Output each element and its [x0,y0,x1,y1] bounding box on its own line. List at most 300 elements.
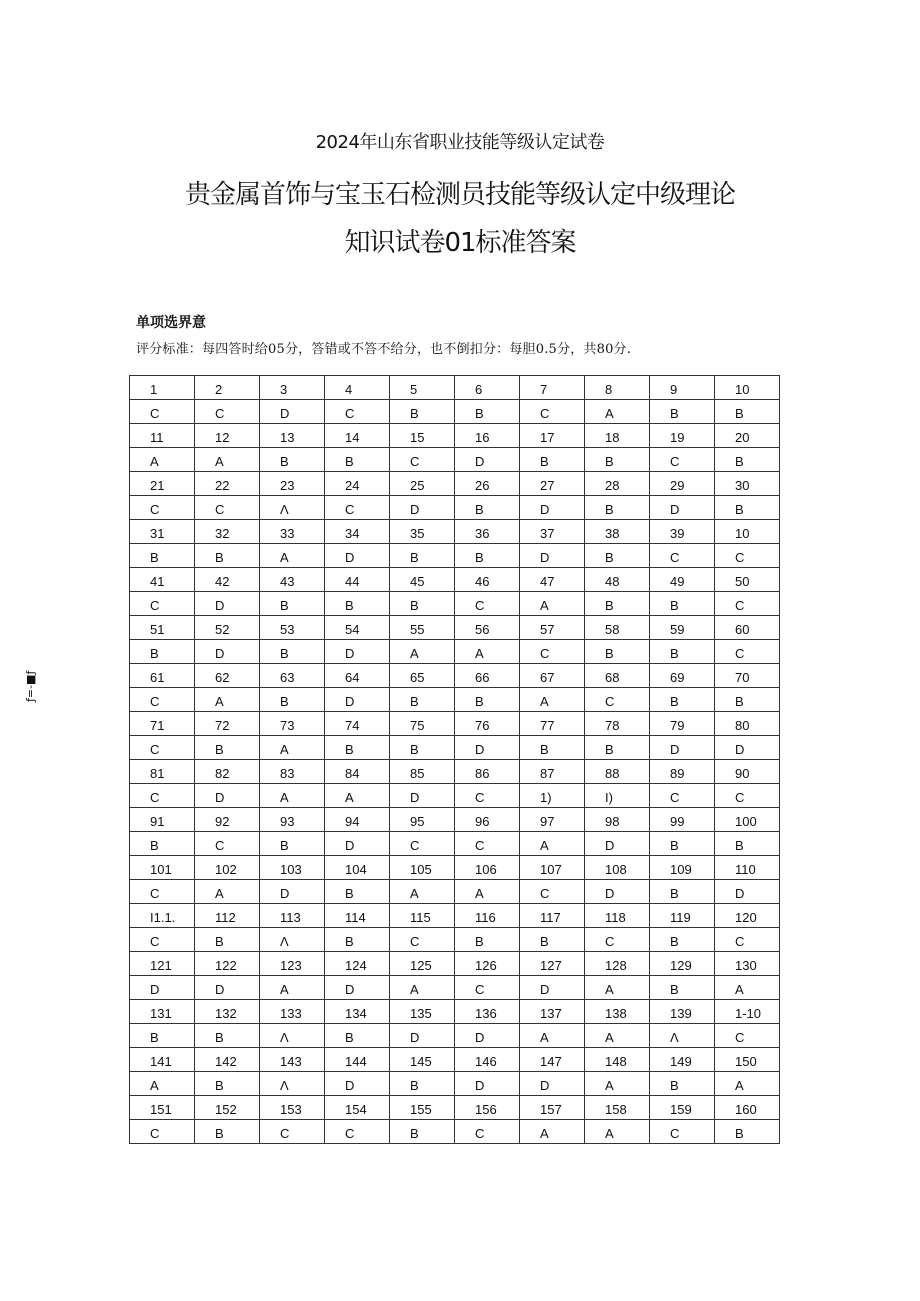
answer-cell: A [455,880,520,904]
answer-cell: A [130,448,195,472]
answer-cell: B [585,640,650,664]
answer-cell: B [260,592,325,616]
answer-cell: D [650,736,715,760]
answer-cell: A [585,1072,650,1096]
answer-cell: B [195,736,260,760]
answer-row [130,448,780,472]
answer-cell: B [715,688,780,712]
question-number-cell: 90 [715,760,780,784]
answer-cell: B [585,544,650,568]
question-number-cell: 1-10 [715,1000,780,1024]
answer-cell: A [585,976,650,1000]
answer-cell: B [650,928,715,952]
question-number-cell: 110 [715,856,780,880]
answer-row [130,1024,780,1048]
answer-cell: C [260,1120,325,1144]
answer-cell: D [455,1024,520,1048]
answer-cell: B [650,976,715,1000]
answer-cell: D [585,832,650,856]
question-number-cell: 63 [260,664,325,688]
answer-cell: D [325,688,390,712]
answer-cell: D [390,496,455,520]
answer-cell: B [390,1072,455,1096]
question-number-cell: 65 [390,664,455,688]
question-number-cell: 101 [130,856,195,880]
answer-cell: C [455,1120,520,1144]
answer-cell: C [130,880,195,904]
answer-row [130,1120,780,1144]
answer-row [130,592,780,616]
question-number-cell: 135 [390,1000,455,1024]
question-number-row [130,856,780,880]
question-number-row [130,904,780,928]
question-number-cell: 26 [455,472,520,496]
answer-cell: B [195,1120,260,1144]
answer-cell: D [390,784,455,808]
question-number-cell: 60 [715,616,780,640]
question-number-cell: 147 [520,1048,585,1072]
question-number-cell: 37 [520,520,585,544]
answer-cell: D [585,880,650,904]
question-number-cell: 106 [455,856,520,880]
question-number-cell: 46 [455,568,520,592]
question-number-cell: 120 [715,904,780,928]
margin-mark: ƒ=-■ƒ [24,670,37,702]
answer-cell: A [390,640,455,664]
answer-cell: A [585,1024,650,1048]
document-title-line1: 贵金属首饰与宝玉石检测员技能等级认定中级理论 [184,180,735,210]
question-number-cell: 10 [715,376,780,400]
answer-cell: B [195,544,260,568]
question-number-cell: 84 [325,760,390,784]
question-number-cell: 136 [455,1000,520,1024]
answer-cell: B [650,1072,715,1096]
question-number-cell: 144 [325,1048,390,1072]
question-number-cell: 55 [390,616,455,640]
answer-table [129,375,780,1144]
answer-cell: B [130,544,195,568]
question-number-row [130,808,780,832]
question-number-cell: 38 [585,520,650,544]
answer-row [130,976,780,1000]
answer-cell: B [715,1120,780,1144]
question-number-cell: 51 [130,616,195,640]
answer-cell: C [715,640,780,664]
question-number-cell: 27 [520,472,585,496]
answer-cell: D [520,976,585,1000]
answer-cell: B [260,832,325,856]
question-number-cell: 113 [260,904,325,928]
question-number-row [130,472,780,496]
answer-cell: A [260,544,325,568]
answer-cell: A [390,880,455,904]
question-number-cell: 76 [455,712,520,736]
question-number-cell: 151 [130,1096,195,1120]
question-number-cell: 157 [520,1096,585,1120]
answer-cell: B [585,496,650,520]
question-number-cell: 11 [130,424,195,448]
question-number-cell: 13 [260,424,325,448]
answer-cell: C [195,832,260,856]
question-number-cell: 64 [325,664,390,688]
answer-cell: B [195,1072,260,1096]
question-number-cell: 89 [650,760,715,784]
question-number-cell: 4 [325,376,390,400]
question-number-cell: 153 [260,1096,325,1120]
answer-cell: C [715,1024,780,1048]
question-number-cell: 149 [650,1048,715,1072]
question-number-cell: 126 [455,952,520,976]
question-number-cell: 141 [130,1048,195,1072]
answer-cell: B [260,640,325,664]
answer-cell: C [390,832,455,856]
question-number-cell: 116 [455,904,520,928]
question-number-cell: 78 [585,712,650,736]
question-number-cell: 2 [195,376,260,400]
question-number-cell: 146 [455,1048,520,1072]
answer-cell: B [325,448,390,472]
answer-cell: B [390,1120,455,1144]
question-number-cell: 15 [390,424,455,448]
question-number-cell: 154 [325,1096,390,1120]
answer-cell: Λ [260,1072,325,1096]
question-number-cell: 133 [260,1000,325,1024]
question-number-cell: 100 [715,808,780,832]
answer-row [130,1072,780,1096]
answer-row [130,400,780,424]
answer-cell: B [650,832,715,856]
answer-cell: B [325,880,390,904]
answer-cell: B [130,832,195,856]
answer-cell: A [455,640,520,664]
question-number-cell: 93 [260,808,325,832]
question-number-cell: 39 [650,520,715,544]
answer-row [130,832,780,856]
answer-row [130,784,780,808]
question-number-cell: 156 [455,1096,520,1120]
question-number-cell: 72 [195,712,260,736]
answer-cell: Λ [650,1024,715,1048]
answer-cell: A [130,1072,195,1096]
answer-cell: A [520,832,585,856]
question-number-cell: 158 [585,1096,650,1120]
answer-cell: Λ [260,928,325,952]
answer-cell: C [195,400,260,424]
answer-cell: C [715,544,780,568]
question-number-cell: 71 [130,712,195,736]
answer-cell: B [520,448,585,472]
question-number-row [130,760,780,784]
question-number-cell: 5 [390,376,455,400]
question-number-cell: 150 [715,1048,780,1072]
answer-cell: B [650,640,715,664]
answer-cell: C [715,784,780,808]
answer-cell: B [455,400,520,424]
question-number-cell: 53 [260,616,325,640]
answer-cell: C [390,448,455,472]
question-number-row [130,376,780,400]
question-number-cell: 21 [130,472,195,496]
answer-cell: C [585,928,650,952]
question-number-cell: 134 [325,1000,390,1024]
answer-cell: D [195,592,260,616]
answer-cell: D [325,976,390,1000]
answer-cell: C [325,1120,390,1144]
question-number-cell: 57 [520,616,585,640]
answer-cell: B [650,880,715,904]
question-number-cell: 102 [195,856,260,880]
question-number-cell: 70 [715,664,780,688]
question-number-cell: 82 [195,760,260,784]
question-number-cell: 117 [520,904,585,928]
question-number-row [130,424,780,448]
answer-cell: B [390,592,455,616]
question-number-row [130,616,780,640]
question-number-cell: 108 [585,856,650,880]
answer-cell: I) [585,784,650,808]
answer-cell: D [520,544,585,568]
answer-cell: D [455,448,520,472]
answer-cell: D [455,1072,520,1096]
answer-cell: B [325,1024,390,1048]
question-number-cell: 56 [455,616,520,640]
answer-cell: B [650,688,715,712]
answer-cell: D [715,736,780,760]
answer-cell: 1) [520,784,585,808]
answer-cell: D [715,880,780,904]
answer-cell: D [195,976,260,1000]
question-number-cell: 33 [260,520,325,544]
answer-row [130,928,780,952]
question-number-cell: 47 [520,568,585,592]
question-number-cell: 7 [520,376,585,400]
answer-cell: D [260,400,325,424]
question-number-cell: 125 [390,952,455,976]
answer-cell: B [715,832,780,856]
answer-cell: C [520,400,585,424]
answer-cell: B [650,400,715,424]
answer-cell: B [390,544,455,568]
question-number-cell: 29 [650,472,715,496]
question-number-row [130,1096,780,1120]
answer-cell: B [260,688,325,712]
question-number-cell: 28 [585,472,650,496]
question-number-cell: 80 [715,712,780,736]
answer-cell: B [455,928,520,952]
answer-cell: B [455,496,520,520]
question-number-cell: 50 [715,568,780,592]
answer-cell: A [520,688,585,712]
answer-cell: B [390,688,455,712]
question-number-cell: 145 [390,1048,455,1072]
answer-cell: A [390,976,455,1000]
question-number-cell: 114 [325,904,390,928]
answer-row [130,688,780,712]
question-number-row [130,952,780,976]
question-number-cell: 85 [390,760,455,784]
question-number-row [130,712,780,736]
answer-cell: C [455,784,520,808]
question-number-cell: 18 [585,424,650,448]
question-number-cell: 74 [325,712,390,736]
question-number-cell: 124 [325,952,390,976]
answer-cell: A [520,1024,585,1048]
question-number-cell: 148 [585,1048,650,1072]
question-number-cell: 25 [390,472,455,496]
question-number-cell: 32 [195,520,260,544]
question-number-cell: 41 [130,568,195,592]
question-number-cell: 75 [390,712,455,736]
question-number-row [130,568,780,592]
question-number-cell: 54 [325,616,390,640]
answer-cell: A [520,1120,585,1144]
question-number-cell: 79 [650,712,715,736]
answer-cell: C [585,688,650,712]
question-number-cell: 152 [195,1096,260,1120]
question-number-cell: 97 [520,808,585,832]
question-number-cell: 159 [650,1096,715,1120]
question-number-cell: 22 [195,472,260,496]
question-number-cell: 86 [455,760,520,784]
answer-cell: B [585,448,650,472]
question-number-cell: 139 [650,1000,715,1024]
question-number-cell: 83 [260,760,325,784]
answer-cell: C [390,928,455,952]
question-number-cell: 88 [585,760,650,784]
answer-cell: C [130,1120,195,1144]
answer-cell: D [650,496,715,520]
question-number-cell: 19 [650,424,715,448]
answer-cell: B [325,928,390,952]
answer-cell: B [650,592,715,616]
answer-cell: C [325,496,390,520]
question-number-cell: 34 [325,520,390,544]
question-number-cell: 77 [520,712,585,736]
answer-cell: C [130,592,195,616]
question-number-cell: 123 [260,952,325,976]
question-number-cell: 138 [585,1000,650,1024]
answer-row [130,880,780,904]
answer-cell: A [585,1120,650,1144]
question-number-cell: 16 [455,424,520,448]
question-number-cell: 122 [195,952,260,976]
question-number-cell: 96 [455,808,520,832]
answer-cell: D [260,880,325,904]
question-number-cell: 160 [715,1096,780,1120]
answer-cell: C [455,832,520,856]
question-number-cell: 52 [195,616,260,640]
question-number-cell: 109 [650,856,715,880]
question-number-cell: 118 [585,904,650,928]
question-number-cell: 43 [260,568,325,592]
question-number-cell: 66 [455,664,520,688]
answer-cell: B [130,640,195,664]
question-number-cell: 142 [195,1048,260,1072]
answer-cell: B [195,1024,260,1048]
question-number-cell: 73 [260,712,325,736]
question-number-cell: 98 [585,808,650,832]
question-number-cell: 62 [195,664,260,688]
answer-cell: A [715,976,780,1000]
question-number-cell: 24 [325,472,390,496]
question-number-cell: 31 [130,520,195,544]
answer-cell: B [325,592,390,616]
answer-row [130,640,780,664]
question-number-cell: 30 [715,472,780,496]
question-number-cell: I1.1. [130,904,195,928]
answer-cell: A [260,976,325,1000]
answer-cell: B [455,544,520,568]
answer-cell: A [715,1072,780,1096]
question-number-cell: 48 [585,568,650,592]
answer-cell: C [130,688,195,712]
question-number-cell: 92 [195,808,260,832]
answer-cell: C [650,784,715,808]
question-number-cell: 155 [390,1096,455,1120]
answer-cell: C [650,544,715,568]
answer-cell: D [325,1072,390,1096]
answer-cell: D [520,1072,585,1096]
answer-row [130,544,780,568]
question-number-cell: 132 [195,1000,260,1024]
question-number-cell: 128 [585,952,650,976]
question-number-cell: 10 [715,520,780,544]
question-number-cell: 107 [520,856,585,880]
answer-cell: B [715,400,780,424]
answer-cell: B [585,592,650,616]
question-number-cell: 12 [195,424,260,448]
question-number-cell: 61 [130,664,195,688]
answer-cell: C [130,400,195,424]
answer-cell: A [195,880,260,904]
question-number-cell: 42 [195,568,260,592]
answer-cell: Λ [260,496,325,520]
answer-cell: C [130,928,195,952]
question-number-cell: 59 [650,616,715,640]
answer-cell: D [130,976,195,1000]
question-number-cell: 104 [325,856,390,880]
question-number-cell: 91 [130,808,195,832]
question-number-cell: 129 [650,952,715,976]
answer-cell: C [325,400,390,424]
question-number-cell: 131 [130,1000,195,1024]
question-number-cell: 127 [520,952,585,976]
question-number-cell: 6 [455,376,520,400]
answer-cell: C [715,592,780,616]
question-number-cell: 81 [130,760,195,784]
question-number-cell: 105 [390,856,455,880]
question-number-cell: 87 [520,760,585,784]
question-number-cell: 3 [260,376,325,400]
question-number-cell: 121 [130,952,195,976]
question-number-cell: 17 [520,424,585,448]
answer-cell: C [130,784,195,808]
answer-cell: D [390,1024,455,1048]
answer-cell: A [520,592,585,616]
answer-cell: C [715,928,780,952]
question-number-row [130,520,780,544]
answer-cell: B [715,496,780,520]
answer-cell: D [325,832,390,856]
answer-cell: B [455,688,520,712]
question-number-cell: 20 [715,424,780,448]
question-number-cell: 67 [520,664,585,688]
question-number-cell: 68 [585,664,650,688]
question-number-cell: 14 [325,424,390,448]
answer-cell: D [520,496,585,520]
answer-cell: A [325,784,390,808]
answer-cell: C [455,976,520,1000]
